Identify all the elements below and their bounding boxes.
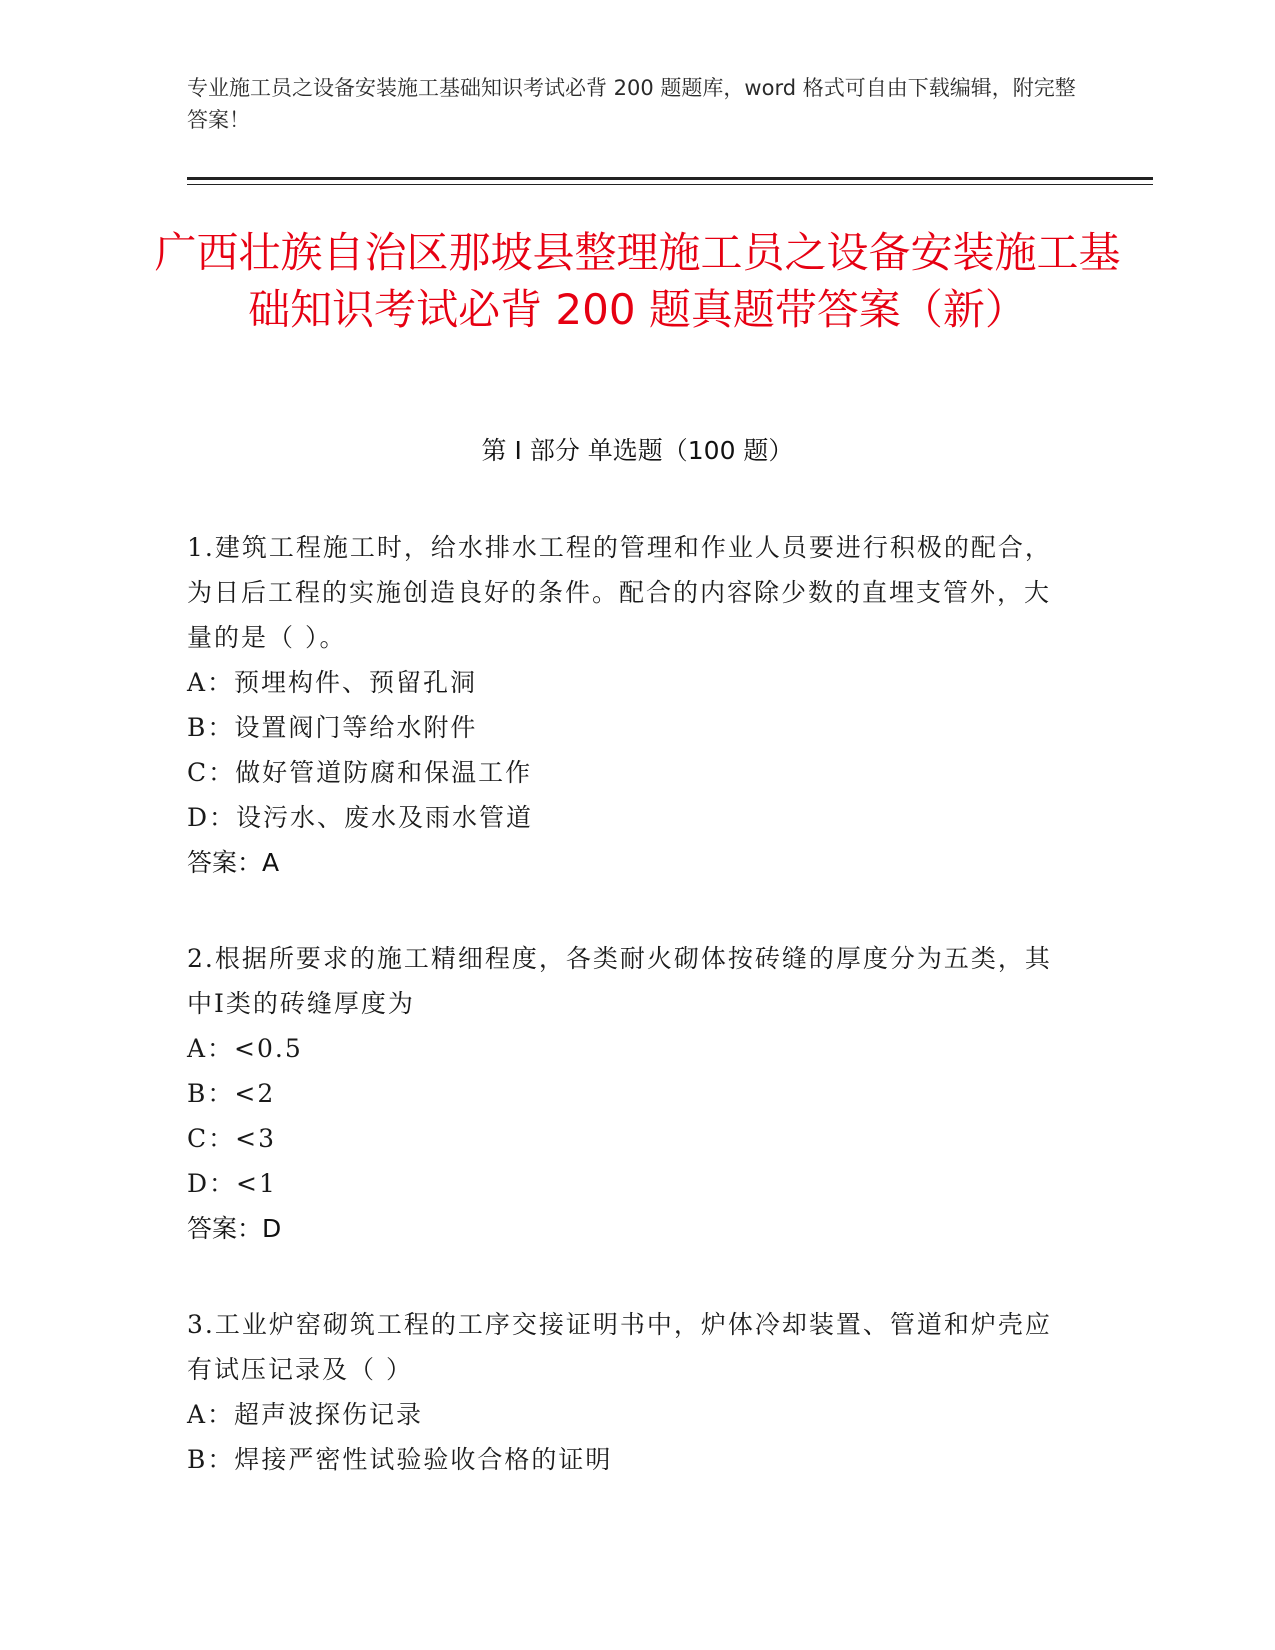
option-b: B：<2 [187,1079,276,1108]
question-stem: 3.工业炉窑砌筑工程的工序交接证明书中，炉体冷却装置、管道和炉壳应有试压记录及（ ） [187,1310,1052,1384]
question-stem: 2.根据所要求的施工精细程度，各类耐火砌体按砖缝的厚度分为五类，其中Ⅰ类的砖缝厚度为 [187,944,1052,1018]
question-3 [187,1302,1067,1482]
option-d: D：<1 [187,1169,277,1198]
option-c: C：做好管道防腐和保温工作 [187,758,533,787]
option-c: C：<3 [187,1124,276,1153]
header-divider-thick [187,177,1153,180]
option-d: D：设污水、废水及雨水管道 [187,803,534,832]
option-a: A：预埋构件、预留孔洞 [187,668,478,697]
answer-line: 答案：D [187,1214,282,1243]
question-stem: 1.建筑工程施工时，给水排水工程的管理和作业人员要进行积极的配合，为日后工程的实施创造良好的条件。配合的内容除少数的直埋支管外，大量的是（ ）。 [187,533,1052,652]
question-1 [187,525,1067,885]
section-title: 第 I 部分 单选题（100 题） [481,436,794,465]
document-title: 广西壮族自治区那坡县整理施工员之设备安装施工基础知识考试必背 200 题真题带答案（新） [154,228,1121,334]
header-divider-thin [187,184,1153,185]
question-list [187,525,1067,1533]
option-b: B：设置阀门等给水附件 [187,713,478,742]
question-2 [187,936,1067,1251]
header-note: 专业施工员之设备安装施工基础知识考试必背 200 题题库，word 格式可自由下载编辑，附完整答案！ [187,76,1076,132]
option-a: A：<0.5 [187,1034,303,1063]
option-a: A：超声波探伤记录 [187,1400,424,1429]
option-b: B：焊接严密性试验验收合格的证明 [187,1445,613,1474]
answer-line: 答案：A [187,848,280,877]
